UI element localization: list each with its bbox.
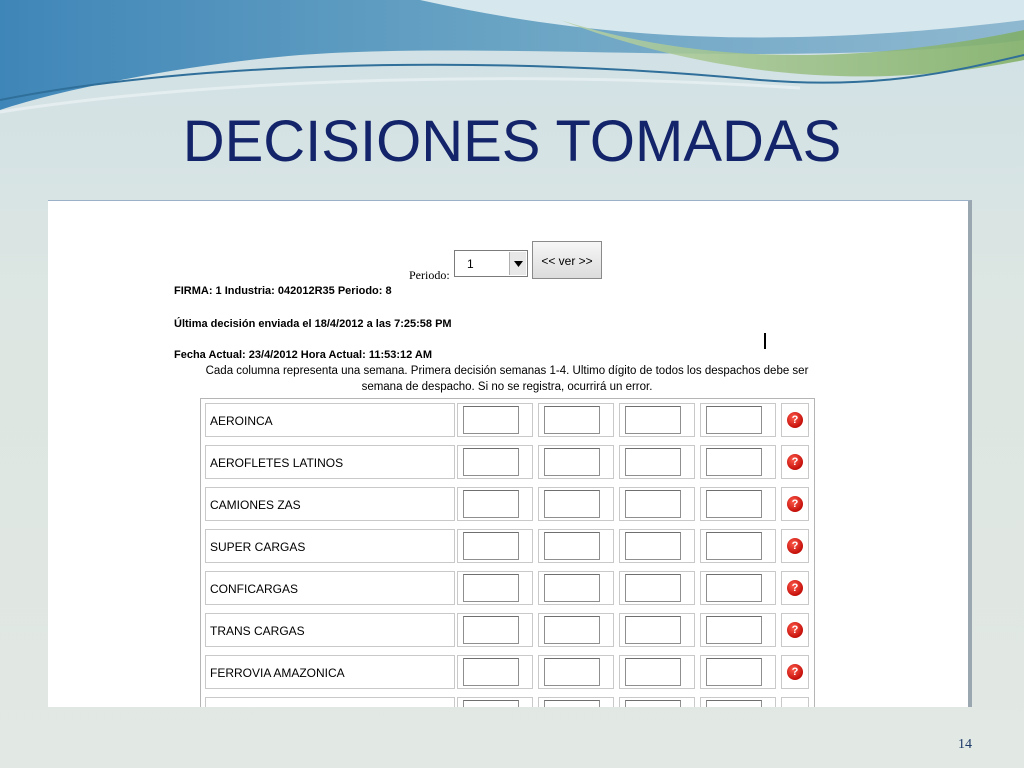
- help-cell: [781, 697, 809, 707]
- week-2-input[interactable]: [544, 406, 600, 434]
- week-cell: [538, 571, 614, 605]
- carrier-name-cell: [205, 445, 455, 479]
- carrier-name: AEROFLETES LATINOS: [210, 456, 344, 470]
- week-cell: [457, 403, 533, 437]
- week-cell: [700, 613, 776, 647]
- help-cell: [781, 403, 809, 437]
- week-2-input[interactable]: [544, 574, 600, 602]
- week-cell: [619, 445, 695, 479]
- table-row: [201, 441, 814, 483]
- week-cell: [700, 571, 776, 605]
- help-icon[interactable]: ?: [787, 664, 803, 680]
- week-3-input[interactable]: [625, 490, 681, 518]
- week-4-input[interactable]: [706, 448, 762, 476]
- week-cell: [619, 487, 695, 521]
- table-row: [201, 609, 814, 651]
- help-icon[interactable]: ?: [787, 622, 803, 638]
- help-icon[interactable]: ?: [787, 538, 803, 554]
- week-3-input[interactable]: [625, 406, 681, 434]
- week-1-input[interactable]: [463, 616, 519, 644]
- week-1-input[interactable]: [463, 700, 519, 707]
- week-4-input[interactable]: [706, 406, 762, 434]
- week-cell: [538, 403, 614, 437]
- table-row: [201, 399, 814, 441]
- help-cell: [781, 613, 809, 647]
- chevron-down-icon[interactable]: [509, 252, 526, 275]
- week-2-input[interactable]: [544, 700, 600, 707]
- form-screenshot: [48, 200, 972, 707]
- week-3-input[interactable]: [625, 532, 681, 560]
- carrier-name: CONFICARGAS: [210, 582, 299, 596]
- week-4-input[interactable]: [706, 616, 762, 644]
- week-cell: [619, 613, 695, 647]
- carrier-name-cell: [205, 487, 455, 521]
- carrier-name-cell: [205, 697, 455, 707]
- week-cell: [457, 655, 533, 689]
- week-cell: [700, 529, 776, 563]
- week-1-input[interactable]: [463, 406, 519, 434]
- help-icon[interactable]: ?: [787, 580, 803, 596]
- carrier-name: FERROVIA AMAZONICA: [210, 666, 345, 680]
- week-cell: [538, 697, 614, 707]
- help-cell: [781, 529, 809, 563]
- week-cell: [700, 487, 776, 521]
- week-cell: [457, 487, 533, 521]
- table-row: [201, 483, 814, 525]
- carrier-name: AEROINCA: [210, 414, 273, 428]
- carrier-name: SUPER CARGAS: [210, 540, 306, 554]
- help-cell: [781, 571, 809, 605]
- week-cell: [538, 655, 614, 689]
- week-4-input[interactable]: [706, 532, 762, 560]
- periodo-select[interactable]: [454, 250, 528, 277]
- help-icon[interactable]: ?: [787, 454, 803, 470]
- week-3-input[interactable]: [625, 574, 681, 602]
- week-2-input[interactable]: [544, 616, 600, 644]
- page-number: 14: [958, 737, 972, 752]
- ver-button[interactable]: << ver >>: [532, 241, 602, 279]
- slide-title: DECISIONES TOMADAS: [182, 109, 842, 174]
- week-cell: [700, 403, 776, 437]
- week-cell: [457, 613, 533, 647]
- table-row: [201, 567, 814, 609]
- week-4-input[interactable]: [706, 700, 762, 707]
- help-icon[interactable]: ?: [787, 496, 803, 512]
- help-cell: [781, 655, 809, 689]
- carrier-name-cell: [205, 529, 455, 563]
- table-row: [201, 525, 814, 567]
- week-cell: [619, 529, 695, 563]
- week-2-input[interactable]: [544, 658, 600, 686]
- week-1-input[interactable]: [463, 532, 519, 560]
- carrier-name: CAMIONES ZAS: [210, 498, 301, 512]
- week-3-input[interactable]: [625, 658, 681, 686]
- week-4-input[interactable]: [706, 490, 762, 518]
- carrier-name: TRANS CARGAS: [210, 624, 305, 638]
- firma-line: FIRMA: 1 Industria: 042012R35 Periodo: 8: [174, 285, 392, 297]
- text-cursor: [764, 333, 766, 349]
- week-cell: [700, 655, 776, 689]
- fecha-actual-line: Fecha Actual: 23/4/2012 Hora Actual: 11:53:12 AM: [174, 349, 432, 361]
- week-cell: [700, 697, 776, 707]
- week-cell: [619, 403, 695, 437]
- help-icon[interactable]: ?: [787, 412, 803, 428]
- week-cell: [457, 445, 533, 479]
- week-cell: [538, 445, 614, 479]
- week-1-input[interactable]: [463, 448, 519, 476]
- week-1-input[interactable]: [463, 658, 519, 686]
- instruction-line-2: semana de despacho. Si no se registra, ocurrirá un error.: [361, 381, 653, 393]
- help-cell: [781, 487, 809, 521]
- week-cell: [619, 571, 695, 605]
- carrier-name-cell: [205, 571, 455, 605]
- week-cell: [457, 571, 533, 605]
- week-cell: [700, 445, 776, 479]
- instruction-line-1: Cada columna representa una semana. Primera decisión semanas 1-4. Ultimo dígito de todos los despachos debe ser: [205, 365, 809, 377]
- week-3-input[interactable]: [625, 700, 681, 707]
- help-cell: [781, 445, 809, 479]
- week-cell: [457, 529, 533, 563]
- week-3-input[interactable]: [625, 448, 681, 476]
- week-3-input[interactable]: [625, 616, 681, 644]
- week-4-input[interactable]: [706, 574, 762, 602]
- table-row: [201, 651, 814, 693]
- table-row: [201, 693, 814, 707]
- week-2-input[interactable]: [544, 532, 600, 560]
- week-cell: [619, 655, 695, 689]
- carrier-name-cell: [205, 655, 455, 689]
- week-2-input[interactable]: [544, 490, 600, 518]
- week-2-input[interactable]: [544, 448, 600, 476]
- week-cell: [538, 613, 614, 647]
- week-1-input[interactable]: [463, 490, 519, 518]
- week-cell: [457, 697, 533, 707]
- periodo-select-value: 1: [467, 257, 474, 271]
- carrier-name-cell: [205, 403, 455, 437]
- ultima-decision-line: Última decisión enviada el 18/4/2012 a las 7:25:58 PM: [174, 318, 452, 330]
- carrier-name-cell: [205, 613, 455, 647]
- week-1-input[interactable]: [463, 574, 519, 602]
- periodo-label: Periodo:: [409, 268, 450, 282]
- week-cell: [619, 697, 695, 707]
- week-4-input[interactable]: [706, 658, 762, 686]
- week-cell: [538, 487, 614, 521]
- week-cell: [538, 529, 614, 563]
- carrier-decision-table: [200, 398, 815, 707]
